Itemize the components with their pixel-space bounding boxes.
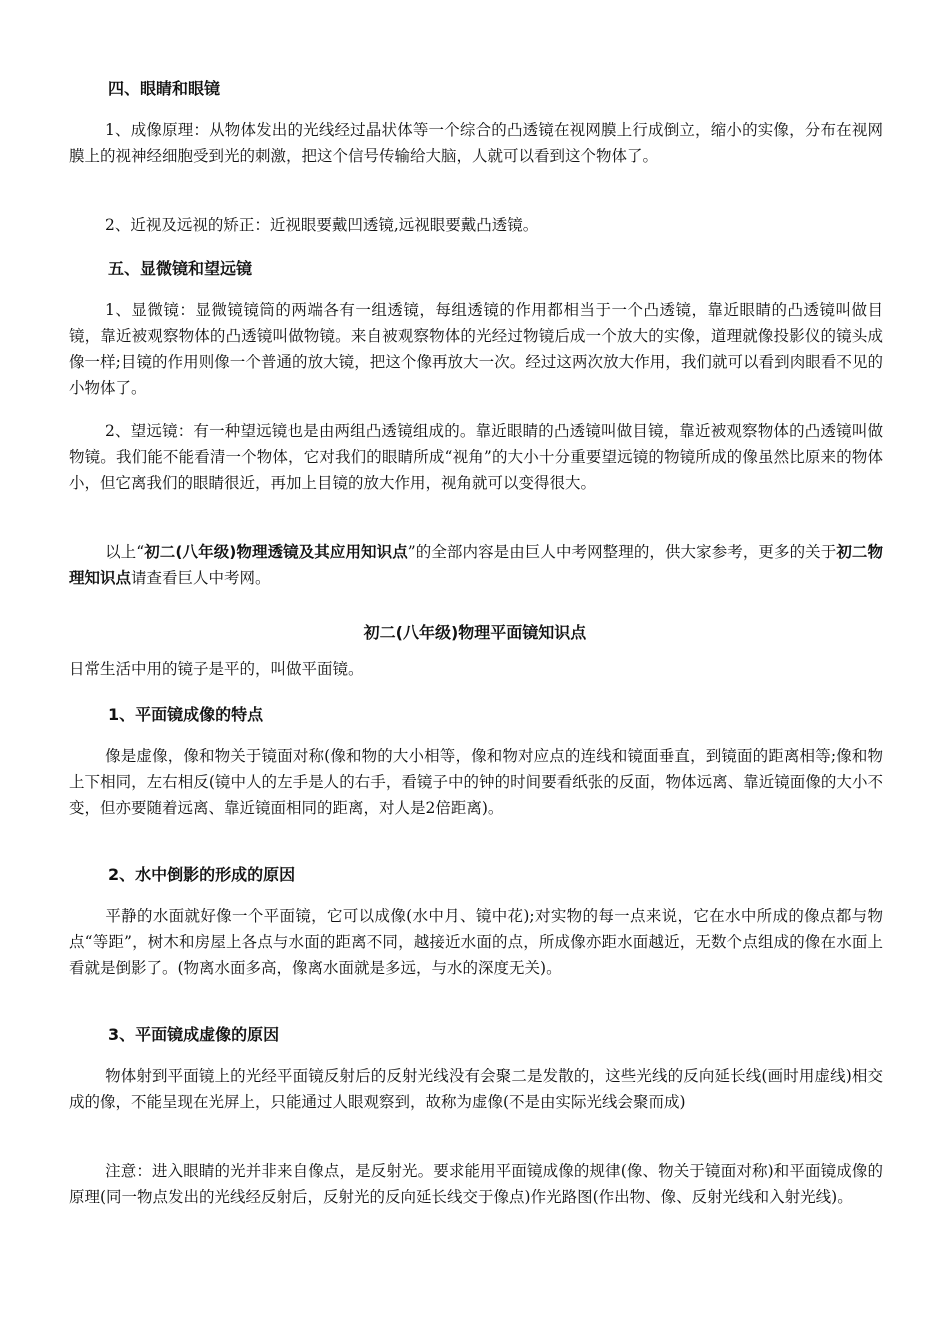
paragraph-microscope: 1、显微镜：显微镜镜筒的两端各有一组透镜，每组透镜的作用都相当于一个凸透镜，靠近眼睛的凸透镜叫做目镜，靠近被观察物体的凸透镜叫做物镜。来自被观察物体的光经过物镜后成一个放大的实像，道理就像投影仪的镜头成像一样;目镜的作用则像一个普通的放大镜，把这个像再放大一次。经过这两次放大作用，我们就可以看到肉眼看不见的小物体了。	[69, 301, 883, 397]
section-heading-microscope-telescope: 五、显微镜和望远镜	[108, 259, 253, 278]
section-heading-eyes-glasses: 四、眼睛和眼镜	[108, 79, 221, 98]
subheading-virtual-image-cause: 3、平面镜成虚像的原因	[108, 1025, 280, 1044]
paragraph-mirror-features: 像是虚像，像和物关于镜面对称(像和物的大小相等，像和物对应点的连线和镜面垂直，到镜面的距离相等;像和物上下相同，左右相反(镜中人的左手是人的右手，看镜子中的钟的时间要看纸张的反面，物体远离、靠近镜面像的大小不变，但亦要随着远离、靠近镜面相同的距离，对人是2倍距离)。	[69, 747, 883, 817]
paragraph-summary: 以上“初二(八年级)物理透镜及其应用知识点”的全部内容是由巨人中考网整理的，供大家参考，更多的关于初二物理知识点请查看巨人中考网。	[69, 543, 883, 587]
paragraph-virtual-image-cause: 物体射到平面镜上的光经平面镜反射后的反射光线没有会聚二是发散的，这些光线的反向延长线(画时用虚线)相交成的像，不能呈现在光屏上，只能通过人眼观察到，故称为虚像(不是由实际光线会聚而成)	[69, 1067, 883, 1111]
paragraph-reflection-cause: 平静的水面就好像一个平面镜，它可以成像(水中月、镜中花);对实物的每一点来说，它在水中所成的像点都与物点“等距”，树木和房屋上各点与水面的距离不同，越接近水面的点，所成像亦距水面越近，无数个点组成的像在水面上看就是倒影了。(物离水面多高，像离水面就是多远，与水的深度无关)。	[69, 907, 883, 977]
paragraph-telescope: 2、望远镜：有一种望远镜也是由两组凸透镜组成的。靠近眼睛的凸透镜叫做目镜，靠近被观察物体的凸透镜叫做物镜。我们能不能看清一个物体，它对我们的眼睛所成“视角”的大小十分重要望远镜的物镜所成的像虽然比原来的物体小，但它离我们的眼睛很近，再加上目镜的放大作用，视角就可以变得很大。	[69, 422, 883, 492]
paragraph-imaging-principle: 1、成像原理：从物体发出的光线经过晶状体等一个综合的凸透镜在视网膜上行成倒立，缩小的实像，分布在视网膜上的视神经细胞受到光的刺激，把这个信号传输给大脑，人就可以看到这个物体了。	[69, 121, 883, 165]
paragraph-note: 注意：进入眼睛的光并非来自像点，是反射光。要求能用平面镜成像的规律(像、物关于镜面对称)和平面镜成像的原理(同一物点发出的光线经反射后，反射光的反向延长线交于像点)作光路图(作出物、像、反射光线和入射光线)。	[69, 1162, 883, 1206]
subheading-mirror-features: 1、平面镜成像的特点	[108, 705, 264, 724]
summary-keyword-link-2: 初二物理知识点	[69, 543, 883, 587]
paragraph-myopia-correction: 2、近视及远视的矫正：近视眼要戴凹透镜,远视眼要戴凸透镜。	[105, 216, 539, 234]
subheading-reflection-cause: 2、水中倒影的形成的原因	[108, 865, 296, 884]
article-title-plane-mirror: 初二(八年级)物理平面镜知识点	[363, 623, 587, 642]
summary-keyword-link: 初二(八年级)物理透镜及其应用知识点	[144, 543, 408, 561]
paragraph-intro: 日常生活中用的镜子是平的，叫做平面镜。	[69, 660, 364, 678]
